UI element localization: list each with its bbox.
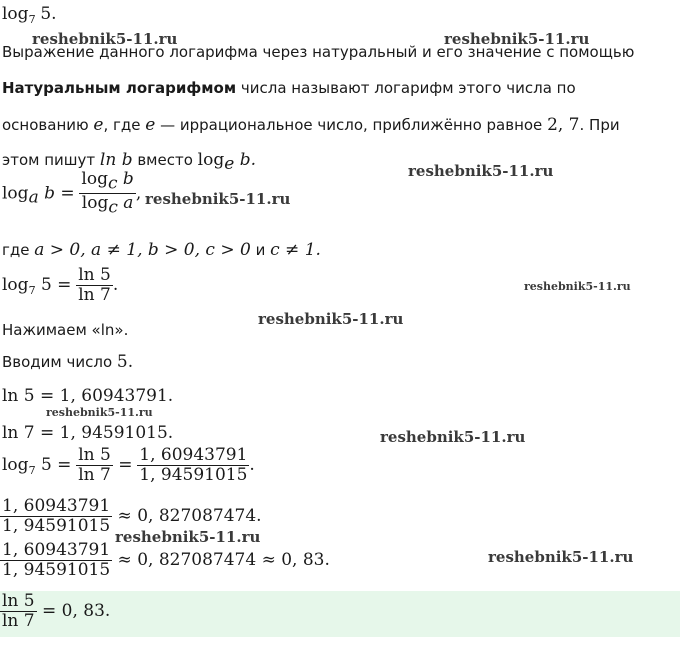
watermark: reshebnik5-11.ru xyxy=(524,280,631,293)
ln5-value: ln 5 = 1, 60943791. xyxy=(2,386,174,406)
watermark: reshebnik5-11.ru xyxy=(488,548,634,566)
ln7-value: ln 7 = 1, 94591015. xyxy=(2,423,174,443)
change-of-base-formula: $\log_a b$ = $\frac{\log_c b}{\log_c a}$ , xyxy=(2,169,142,218)
watermark: reshebnik5-11.ru xyxy=(408,162,554,180)
press-ln: Нажимаем «ln». xyxy=(2,321,129,339)
watermark: reshebnik5-11.ru xyxy=(258,310,404,328)
definition-line-3: этом пишут ln b вместо $\log_e b$. xyxy=(2,150,256,174)
watermark: reshebnik5-11.ru xyxy=(444,30,590,48)
step-1: $\log_7 5$ = $\frac{\ln 5}{\ln 7}$ . xyxy=(2,265,119,305)
formula-fraction: $\frac{\log_c b}{\log_c a}$ xyxy=(81,169,134,218)
enter-number: Вводим число 5. xyxy=(2,352,134,372)
watermark: reshebnik5-11.ru xyxy=(32,30,178,48)
watermark: reshebnik5-11.ru xyxy=(145,190,291,208)
intro-text: Выражение данного логарифма через натуральный и его значение с помощью xyxy=(2,43,635,61)
definition-line-1: Натуральным логарифмом числа называют логарифм этого числа по xyxy=(2,79,576,97)
watermark: reshebnik5-11.ru xyxy=(380,428,526,446)
step-2: $\log_7 5$ = $\frac{\ln 5}{\ln 7}$ = $\frac{1, 60943791}{1, 94591015}$ . xyxy=(2,445,255,485)
conditions: где a > 0, a ≠ 1, b > 0, c > 0 и c ≠ 1. xyxy=(2,240,321,260)
watermark: reshebnik5-11.ru xyxy=(115,528,261,546)
calc-2: $\frac{1, 60943791}{1, 94591015}$ ≈ 0, 827087474 ≈ 0, 83. xyxy=(2,540,330,580)
watermark: reshebnik5-11.ru xyxy=(46,406,153,419)
definition-line-2: основанию e, где e — иррациональное число, приближённо равное 2, 7. При xyxy=(2,115,620,135)
answer: $\frac{\ln 5}{\ln 7}$ = 0, 83. xyxy=(2,591,111,631)
task-title: $\log_7 5$. xyxy=(2,4,57,26)
calc-1: $\frac{1, 60943791}{1, 94591015}$ ≈ 0, 827087474. xyxy=(2,496,262,536)
